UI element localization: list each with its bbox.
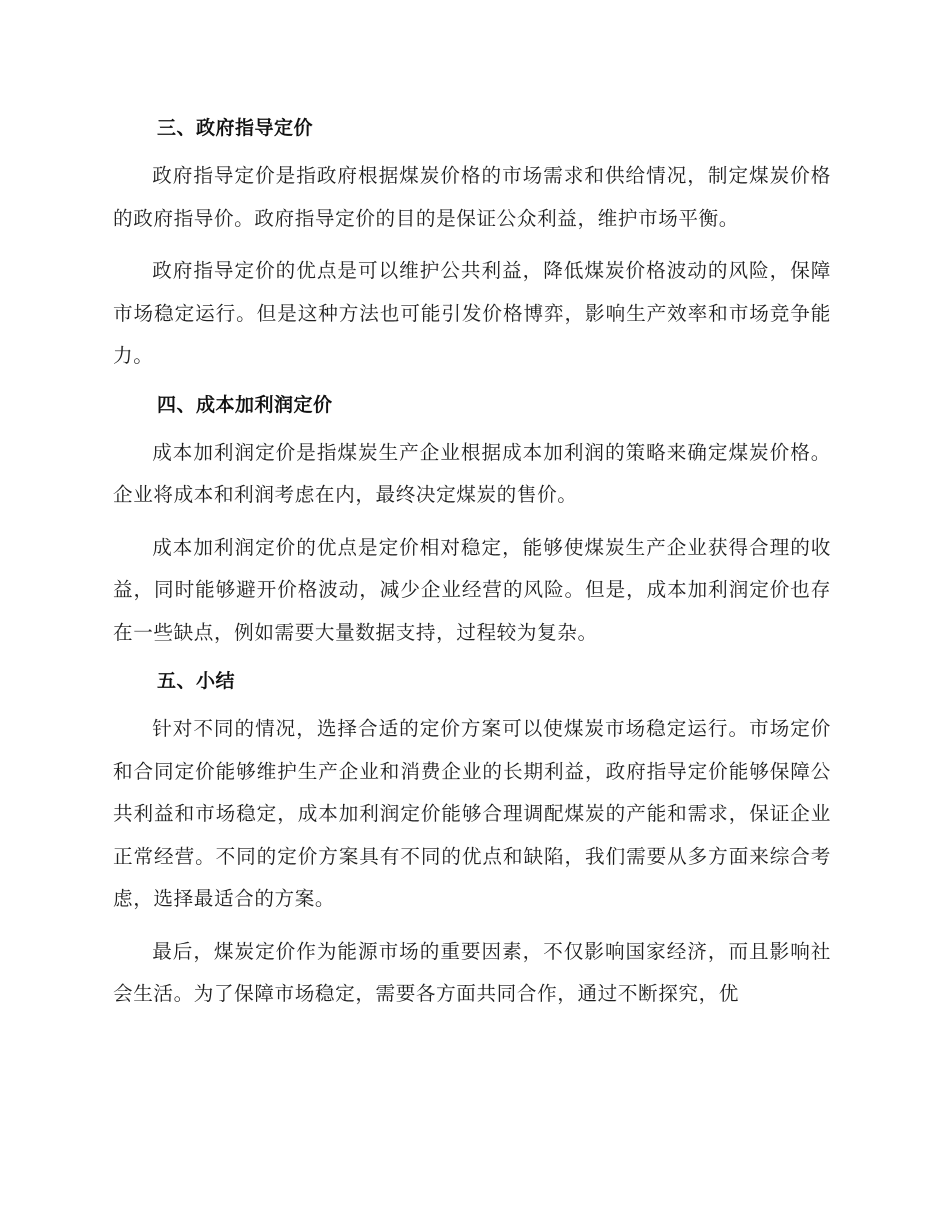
section-heading: 四、成本加利润定价 (157, 393, 333, 416)
section-heading: 五、小结 (157, 670, 236, 692)
paragraph: 政府指导定价的优点是可以维护公共利益，降低煤炭价格波动的风险，保障市场稳定运行。但是这种方法也可能引发价格博弈，影响生产效率和市场竞争能力。 (113, 259, 831, 367)
document-body (113, 113, 831, 1016)
paragraph: 成本加利润定价的优点是定价相对稳定，能够使煤炭生产企业获得合理的收益，同时能够避开价格波动，减少企业经营的风险。但是，成本加利润定价也存在一些缺点，例如需要大量数据支持，过程较为复杂。 (113, 535, 831, 644)
paragraph: 成本加利润定价是指煤炭生产企业根据成本加利润的策略来确定煤炭价格。企业将成本和利润考虑在内，最终决定煤炭的售价。 (113, 440, 831, 506)
paragraph: 最后，煤炭定价作为能源市场的重要因素，不仅影响国家经济，而且影响社会生活。为了保障市场稳定，需要各方面共同合作，通过不断探究，优 (113, 939, 831, 1005)
paragraph: 政府指导定价是指政府根据煤炭价格的市场需求和供给情况，制定煤炭价格的政府指导价。政府指导定价的目的是保证公众利益，维护市场平衡。 (113, 164, 831, 230)
paragraph: 针对不同的情况，选择合适的定价方案可以使煤炭市场稳定运行。市场定价和合同定价能够维护生产企业和消费企业的长期利益，政府指导定价能够保障公共利益和市场稳定，成本加利润定价能够合理调配煤炭的产能和需求，保证企业正常经营。不同的定价方案具有不同的优点和缺陷，我们需要从多方面来综合考虑，选择最适合的方案。 (113, 717, 831, 910)
section-heading: 三、政府指导定价 (157, 117, 314, 139)
